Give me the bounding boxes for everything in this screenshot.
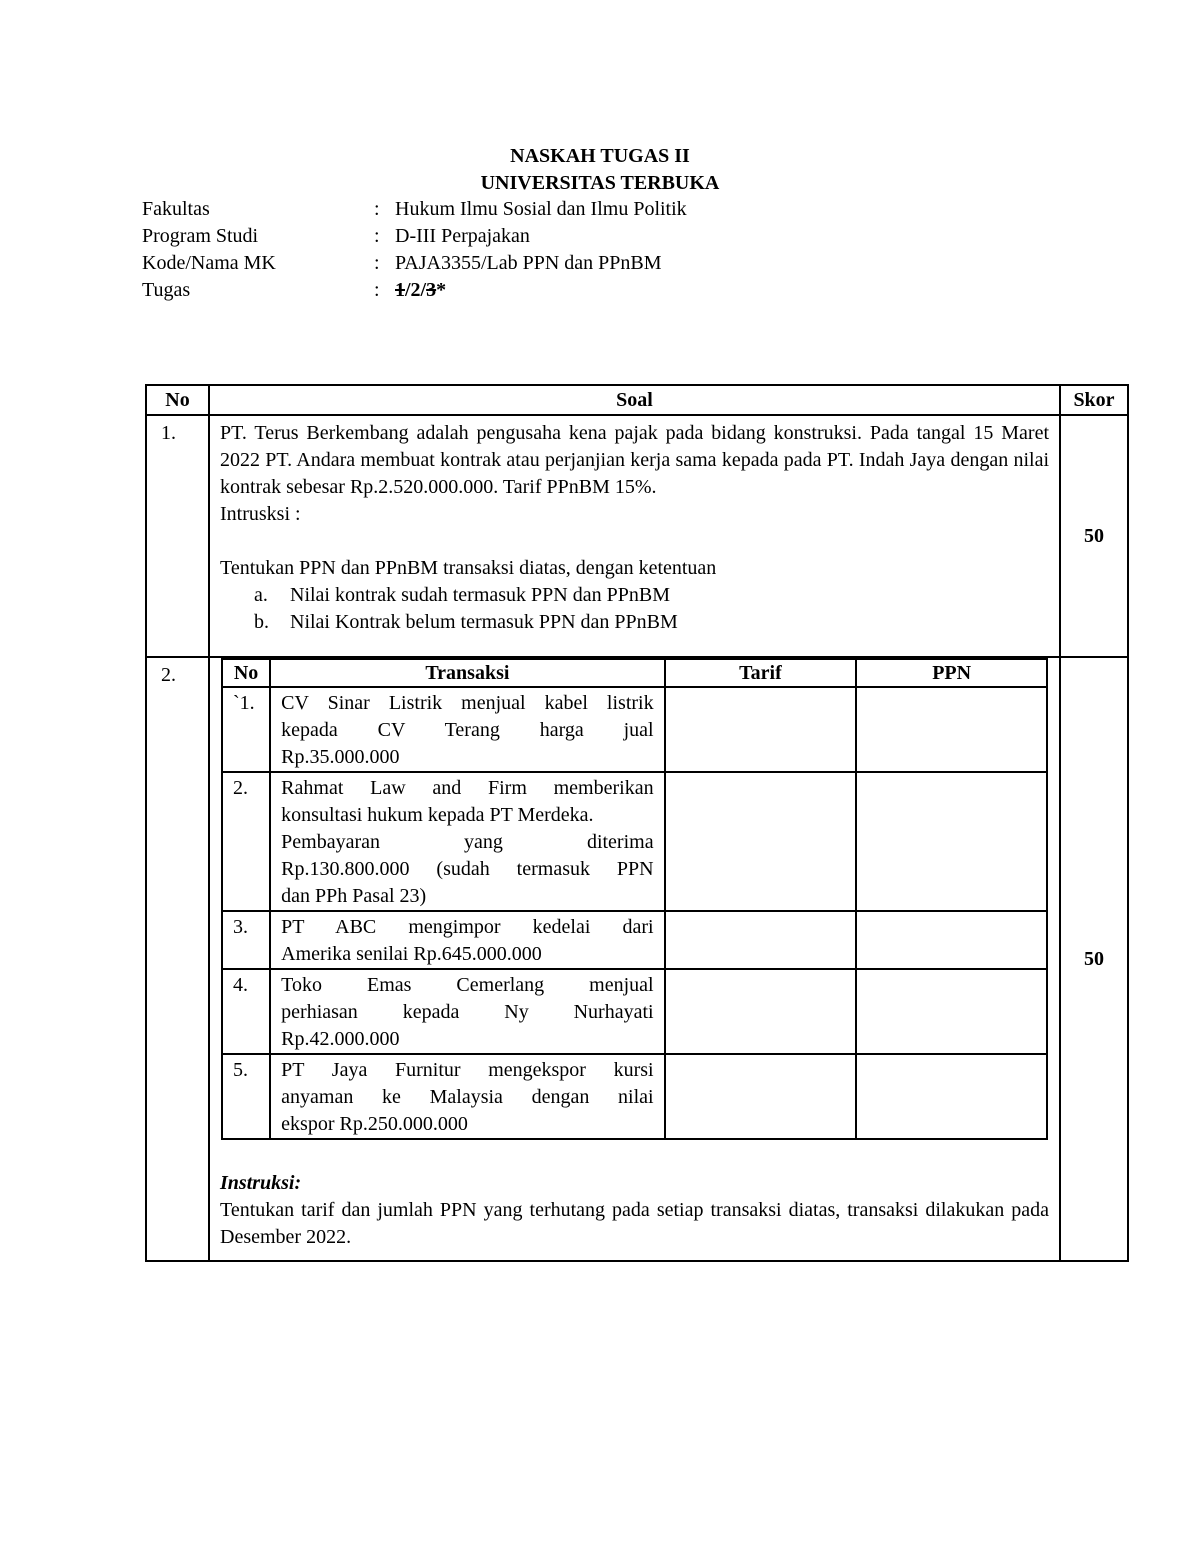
row-ppn <box>856 1054 1047 1139</box>
row-ppn <box>856 772 1047 911</box>
document-title: NASKAH TUGAS II <box>510 145 690 167</box>
instruction-text: Tentukan tarif dan jumlah PPN yang terhutang pada setiap transaksi diatas, transaksi dilakukan pada Desember 2022. <box>220 1199 1049 1248</box>
header-tarif: Tarif <box>665 659 857 687</box>
table-row <box>222 969 1047 1054</box>
transaction-line: Rp.35.000.000 <box>281 746 400 768</box>
info-label: Fakultas <box>142 198 210 220</box>
transaction-line: Pembayaran yang diterima <box>281 831 654 853</box>
header-skor: Skor <box>1060 385 1128 415</box>
question-number: 1. <box>146 415 209 657</box>
option-text: Nilai Kontrak belum termasuk PPN dan PPnBM <box>290 611 678 633</box>
info-label: Tugas <box>142 279 191 301</box>
header-no: No <box>222 659 270 687</box>
row-tarif <box>665 687 857 772</box>
header-no: No <box>146 385 209 415</box>
row-ppn <box>856 687 1047 772</box>
info-label: Program Studi <box>142 225 259 247</box>
header-ppn: PPN <box>856 659 1047 687</box>
info-colon: : <box>374 198 380 220</box>
row-transaction <box>270 911 664 969</box>
list-item <box>220 582 1049 609</box>
row-tarif <box>665 911 857 969</box>
row-number: 3. <box>222 911 270 969</box>
question-number: 2. <box>146 657 209 1261</box>
info-row-tugas <box>142 277 687 304</box>
table-row <box>222 1054 1047 1139</box>
row-number: `1. <box>222 687 270 772</box>
table-row <box>222 772 1047 911</box>
question-table <box>145 384 1129 1262</box>
row-number: 2. <box>222 772 270 911</box>
row-tarif <box>665 969 857 1054</box>
question-table-header <box>146 385 1128 415</box>
question-row-2 <box>146 657 1128 1261</box>
row-tarif <box>665 772 857 911</box>
transaction-line: Rahmat Law and Firm memberikan <box>281 777 654 799</box>
instruction-label: Instruksi: <box>220 1172 302 1194</box>
transaction-line: konsultasi hukum kepada PT Merdeka. <box>281 804 594 826</box>
info-row-kode-mk <box>142 250 687 277</box>
question-row-1 <box>146 415 1128 657</box>
tugas-value <box>395 279 446 301</box>
option-mark: a. <box>254 584 268 606</box>
transaction-line: anyaman ke Malaysia dengan nilai <box>281 1086 654 1108</box>
transaction-line: Amerika senilai Rp.645.000.000 <box>281 943 542 965</box>
transaction-line: ekspor Rp.250.000.000 <box>281 1113 468 1135</box>
transaction-line: CV Sinar Listrik menjual kabel listrik <box>281 692 654 714</box>
row-transaction <box>270 969 664 1054</box>
info-row-program-studi <box>142 223 687 250</box>
task-text: Tentukan PPN dan PPnBM transaksi diatas, dengan ketentuan <box>220 557 717 579</box>
info-value: Hukum Ilmu Sosial dan Ilmu Politik <box>395 198 687 220</box>
row-ppn <box>856 911 1047 969</box>
tugas-mid: /2/ <box>405 279 427 301</box>
info-row-fakultas <box>142 196 687 223</box>
transaction-line: kepada CV Terang harga jual <box>281 719 654 741</box>
info-value: D-III Perpajakan <box>395 225 530 247</box>
question-text <box>209 657 1060 1261</box>
option-list <box>220 582 1049 636</box>
transaction-line: PT ABC mengimpor kedelai dari <box>281 916 654 938</box>
table-row <box>222 687 1047 772</box>
question-paragraph: PT. Terus Berkembang adalah pengusaha kena pajak pada bidang konstruksi. Pada tangal 15 Maret 2022 PT. Andara membuat kontrak atau perjanjian kerja sama kepada pada PT. Indah Jaya dengan nilai kontrak sebesar Rp.2.520.000.000. Tarif PPnBM 15%. <box>220 422 1049 498</box>
row-transaction <box>270 687 664 772</box>
course-info <box>142 196 687 304</box>
row-number: 4. <box>222 969 270 1054</box>
row-transaction <box>270 1054 664 1139</box>
university-name: UNIVERSITAS TERBUKA <box>480 172 720 194</box>
instruction-label: Intrusksi : <box>220 503 301 525</box>
transaction-table <box>221 658 1048 1140</box>
tugas-struck-1: 1 <box>395 279 405 301</box>
info-label: Kode/Nama MK <box>142 252 276 274</box>
transaction-line: Rp.42.000.000 <box>281 1028 400 1050</box>
info-colon: : <box>374 252 380 274</box>
info-colon: : <box>374 225 380 247</box>
question-score: 50 <box>1060 415 1128 657</box>
row-tarif <box>665 1054 857 1139</box>
question-score: 50 <box>1060 657 1128 1261</box>
option-text: Nilai kontrak sudah termasuk PPN dan PPnBM <box>290 584 670 606</box>
transaction-table-header <box>222 659 1047 687</box>
question-text <box>209 415 1060 657</box>
transaction-line: Toko Emas Cemerlang menjual <box>281 974 654 996</box>
transaction-line: PT Jaya Furnitur mengekspor kursi <box>281 1059 654 1081</box>
list-item <box>220 609 1049 636</box>
header-soal: Soal <box>209 385 1060 415</box>
info-value: PAJA3355/Lab PPN dan PPnBM <box>395 252 662 274</box>
row-ppn <box>856 969 1047 1054</box>
option-mark: b. <box>254 611 269 633</box>
transaction-line: perhiasan kepada Ny Nurhayati <box>281 1001 654 1023</box>
transaction-line: Rp.130.800.000 (sudah termasuk PPN <box>281 858 654 880</box>
row-number: 5. <box>222 1054 270 1139</box>
tugas-struck-2: 3 <box>426 279 437 301</box>
info-colon: : <box>374 279 380 301</box>
transaction-line: dan PPh Pasal 23) <box>281 885 427 907</box>
table-row <box>222 911 1047 969</box>
tugas-end: * <box>436 279 447 301</box>
header-transaksi: Transaksi <box>270 659 664 687</box>
row-transaction <box>270 772 664 911</box>
